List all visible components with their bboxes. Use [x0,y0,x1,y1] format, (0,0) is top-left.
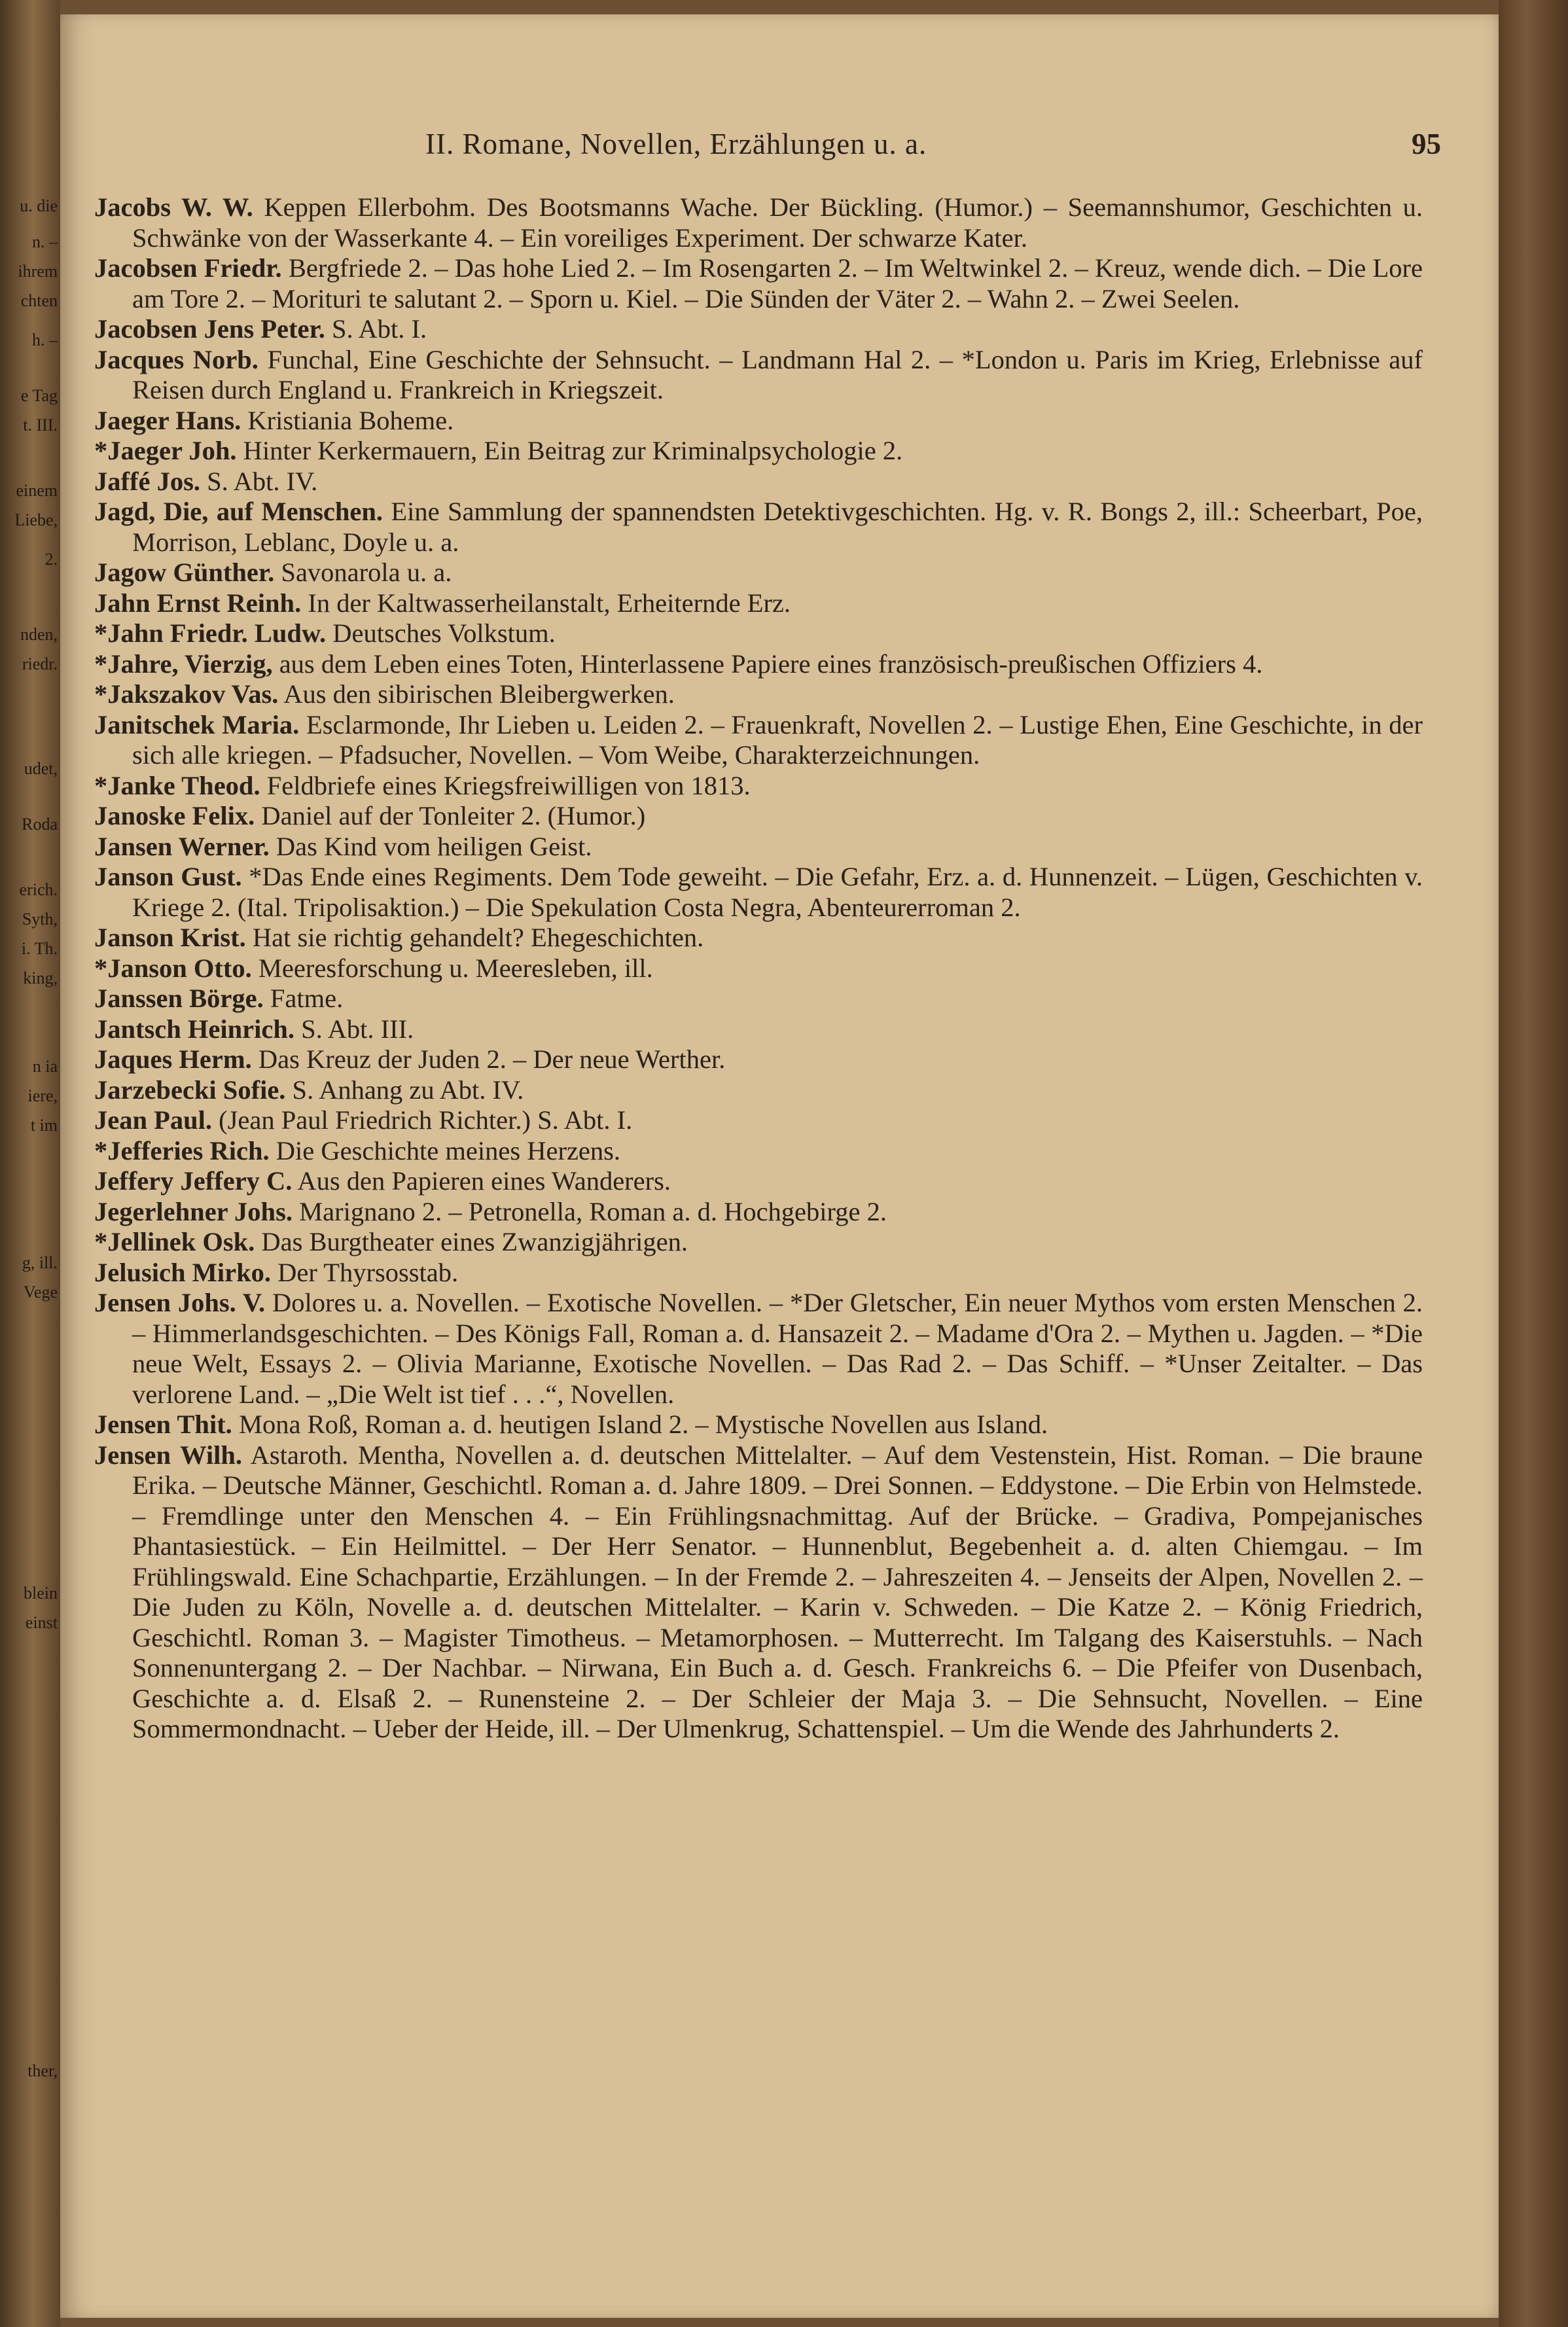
entry-titles: *Das Ende eines Regiments. Dem Tode geweiht. – Die Gefahr, Erz. a. d. Hunnenzeit. – Lügen, Geschichten v. Kriege 2. (Ital. Tripolisaktion.) – Die Spekulation Costa Negra, Abenteurerroman 2. [132,862,1423,922]
entry-titles: Deutsches Volkstum. [332,618,556,648]
entry-author: Janoske Felix. [94,801,255,830]
margin-fragment: n ia [32,1057,58,1076]
entry-author: *Jahn Friedr. Ludw. [94,618,327,648]
entry-titles: Savonarola u. a. [281,558,452,587]
bibliography-entry [94,192,1423,253]
bibliography-entry [94,1136,1423,1167]
bibliography-entry [94,1440,1423,1745]
margin-fragment: u. die [20,196,58,215]
entry-author: *Jellinek Osk. [94,1227,255,1256]
margin-fragment: h. – [32,330,58,349]
margin-fragment: nden, [20,625,58,644]
entry-author: Jacobs W. W. [94,192,253,222]
bibliography-entry [94,1075,1423,1106]
entry-titles: S. Abt. IV. [207,466,318,496]
margin-fragment: iere, [27,1086,58,1105]
entry-list [94,192,1423,1745]
bibliography-entry [94,953,1423,984]
entry-author: Jacques Norb. [94,344,258,374]
bibliography-entry [94,497,1423,558]
bibliography-entry [94,771,1423,802]
margin-fragment: einst [25,1613,58,1632]
entry-titles: Feldbriefe eines Kriegsfreiwilligen von 1813. [266,770,751,800]
entry-titles: S. Abt. I. [331,314,427,344]
bibliography-entry [94,679,1423,710]
entry-titles: Hinter Kerkermauern, Ein Beitrag zur Kriminalpsychologie 2. [243,436,903,465]
margin-fragment: ihrem [18,262,58,281]
entry-author: Janitschek Maria. [94,709,300,739]
page-number: 95 [1412,128,1441,160]
entry-author: Jensen Johs. V. [94,1288,266,1317]
margin-fragment: e Tag [20,386,58,405]
entry-author: Jegerlehner Johs. [94,1196,293,1226]
entry-titles: Eine Sammlung der spannendsten Detektivgeschichten. Hg. v. R. Bongs 2, ill.: Scheerbart, Poe, Morrison, Leblanc, Doyle u. a. [132,497,1423,557]
margin-fragment: n. – [32,232,58,251]
entry-titles: Meeresforschung u. Meeresleben, ill. [258,953,653,983]
entry-author: Jahn Ernst Reinh. [94,588,302,618]
previous-page-edge [0,0,60,2327]
entry-titles: Keppen Ellerbohm. Des Bootsmanns Wache. Der Bückling. (Humor.) – Seemannshumor, Geschichten u. Schwänke von der Wasserkante 4. – Ein voreiliges Experiment. Der schwarze Kater. [132,192,1423,253]
entry-titles: Das Burgtheater eines Zwanzigjährigen. [261,1227,688,1256]
running-head: II. Romane, Novellen, Erzählungen u. a. [425,128,927,160]
entry-titles: S. Abt. III. [301,1014,414,1044]
margin-fragment: ther, [27,2061,58,2080]
bibliography-entry [94,1410,1423,1440]
entry-titles: Der Thyrsosstab. [277,1257,459,1287]
entry-titles: Fatme. [270,984,344,1013]
bibliography-entry [94,801,1423,832]
entry-author: Jagow Günther. [94,558,275,587]
entry-author: *Janson Otto. [94,953,252,983]
bibliography-entry [94,588,1423,619]
bibliography-entry [94,436,1423,467]
bibliography-entry [94,618,1423,649]
margin-fragment: blein [24,1584,58,1603]
bibliography-entry [94,1227,1423,1258]
entry-titles: Das Kreuz der Juden 2. – Der neue Werther. [258,1044,726,1074]
bibliography-entry [94,1105,1423,1136]
entry-titles: Esclarmonde, Ihr Lieben u. Leiden 2. – Frauenkraft, Novellen 2. – Lustige Ehen, Eine Geschichte, in der sich alle kriegen. – Pfadsucher, Novellen. – Vom Weibe, Charakterzeichnungen. [132,709,1423,770]
entry-author: Jaeger Hans. [94,405,241,435]
entry-author: Jelusich Mirko. [94,1257,271,1287]
margin-fragment: g, ill. [22,1253,58,1272]
entry-author: Jeffery Jeffery C. [94,1166,293,1196]
entry-titles: Bergfriede 2. – Das hohe Lied 2. – Im Rosengarten 2. – Im Weltwinkel 2. – Kreuz, wende dich. – Die Lore am Tore 2. – Morituri te salutant 2. – Sporn u. Kiel. – Die Sünden der Väter 2. – Wahn 2. – Zwei Seelen. [132,253,1423,313]
entry-titles: Mona Roß, Roman a. d. heutigen Island 2. – Mystische Novellen aus Island. [238,1410,1048,1439]
bibliography-entry [94,345,1423,406]
entry-author: *Jaeger Joh. [94,436,237,465]
bibliography-entry [94,314,1423,345]
entry-author: *Jahre, Vierzig, [94,648,273,679]
margin-fragment: chten [20,291,58,310]
entry-author: *Jefferies Rich. [94,1135,270,1165]
margin-fragment: king, [23,968,58,987]
entry-author: Jarzebecki Sofie. [94,1075,286,1105]
bibliography-entry [94,1288,1423,1410]
entry-titles: Daniel auf der Tonleiter 2. (Humor.) [261,801,646,830]
bibliography-entry [94,558,1423,588]
margin-fragment: Roda [22,815,58,834]
bibliography-entry [94,406,1423,436]
entry-titles: Hat sie richtig gehandelt? Ehegeschichten. [252,923,704,952]
entry-author: *Jakszakov Vas. [94,679,279,709]
bibliography-entry [94,253,1423,314]
entry-author: Janson Krist. [94,923,246,952]
entry-titles: Astaroth. Mentha, Novellen a. d. deutschen Mittelalter. – Auf dem Vestenstein, Hist. Roman. – Die braune Erika. – Deutsche Männer, Geschichtl. Roman a. d. Jahre 1809. – Drei Sonnen. – Eddystone. – Die Erbin von Helmstede. – Fremdlinge unter den Menschen 4. – Ein Frühlingsnachmittag. Auf der Brücke. – Gradiva, Pompejanisches Phantasiestück. – Ein Heilmittel. – Der Herr Senator. – Hunnenblut, Begebenheit a. d. alten Chiemgau. – Im Frühlingswald. Eine Schachpartie, Erzählungen. – In der Fremde 2. – Jahreszeiten 4. – Jenseits der Alpen, Novellen 2. – Die Juden zu Köln, Novelle a. d. deutschen Mittelalter. – Karin v. Schweden. – Die Katze 2. – König Friedrich, Geschichtl. Roman 3. – Magister Timotheus. – Metamorphosen. – Mutterrecht. Im Talgang des Kaiserstuhls. – Nach Sonnenuntergang 2. – Der Nachbar. – Nirwana, Ein Buch a. d. Gesch. Frankreichs 6. – Die Pfeifer von Dusenbach, Geschichte a. d. Elsaß 2. – Runensteine 2. – Der Schleier der Maja 3. – Die Sehnsucht, Novellen. – Eine Sommermondnacht. – Ueber der Heide, ill. – Der Ulmenkrug, Schattenspiel. – Um die Wende des Jahrhunderts 2. [132,1440,1423,1743]
margin-fragment: t im [30,1116,58,1135]
entry-titles: Die Geschichte meines Herzens. [276,1135,621,1165]
margin-fragment: einem [16,481,58,500]
bibliography-entry [94,1258,1423,1288]
entry-titles: Aus den Papieren eines Wanderers. [297,1166,671,1196]
bibliography-entry [94,984,1423,1014]
book-page [60,14,1499,2318]
entry-titles: aus dem Leben eines Toten, Hinterlassene Papiere eines französisch-preußischen Offiziers 4. [279,648,1263,679]
margin-fragment: erich. [19,880,58,899]
entry-author: Jaques Herm. [94,1044,252,1074]
bibliography-entry [94,467,1423,497]
margin-fragment: udet, [24,759,58,778]
bibliography-entry [94,862,1423,923]
entry-author: Jaffé Jos. [94,466,200,496]
page-right-edge [1499,0,1568,2327]
margin-fragment: i. Th. [21,939,58,958]
margin-fragment: Syth, [22,910,58,929]
margin-fragment: Vege [24,1283,58,1302]
entry-author: Jacobsen Jens Peter. [94,314,325,344]
margin-fragment: 2. [45,550,58,569]
entry-titles: S. Anhang zu Abt. IV. [292,1075,524,1105]
bibliography-entry [94,1197,1423,1228]
entry-author: Jacobsen Friedr. [94,253,282,283]
entry-titles: Das Kind vom heiligen Geist. [276,831,592,861]
entry-author: Janssen Börge. [94,984,264,1013]
entry-titles: Aus den sibirischen Bleibergwerken. [283,679,675,709]
margin-fragment: Liebe, [14,510,58,529]
bibliography-entry [94,649,1423,680]
entry-author: Jantsch Heinrich. [94,1014,295,1044]
entry-author: Jensen Thit. [94,1410,232,1439]
bibliography-entry [94,923,1423,953]
entry-titles: (Jean Paul Friedrich Richter.) S. Abt. I. [219,1105,633,1135]
entry-author: Jansen Werner. [94,831,270,861]
entry-author: Jensen Wilh. [94,1440,243,1470]
entry-author: Jagd, Die, auf Menschen. [94,497,383,526]
entry-titles: In der Kaltwasserheilanstalt, Erheiternde Erz. [308,588,791,618]
bibliography-entry [94,710,1423,771]
entry-author: Jean Paul. [94,1105,213,1135]
entry-titles: Marignano 2. – Petronella, Roman a. d. Hochgebirge 2. [299,1196,887,1226]
bibliography-entry [94,1014,1423,1045]
entry-author: Janson Gust. [94,862,242,891]
margin-fragment: t. III. [23,416,58,435]
entry-author: *Janke Theod. [94,770,260,800]
entry-titles: Dolores u. a. Novellen. – Exotische Novellen. – *Der Gletscher, Ein neuer Mythos vom ersten Menschen 2. – Himmerlandsgeschichten. – Des Königs Fall, Roman a. d. Hansazeit 2. – Madame d'Ora 2. – Mythen u. Jagden. – *Die neue Welt, Essays 2. – Olivia Marianne, Exotische Novellen. – Das Rad 2. – Das Schiff. – *Unser Zeitalter. – Das verlorene Land. – „Die Welt ist tief . . .“, Novellen. [132,1288,1423,1409]
bibliography-entry [94,1166,1423,1197]
bibliography-entry [94,1044,1423,1075]
entry-titles: Kristiania Boheme. [247,405,454,435]
entry-titles: Funchal, Eine Geschichte der Sehnsucht. – Landmann Hal 2. – *London u. Paris im Krieg, Erlebnisse auf Reisen durch England u. Frankreich in Kriegszeit. [132,344,1423,404]
bibliography-entry [94,832,1423,862]
margin-fragment: riedr. [22,654,58,673]
